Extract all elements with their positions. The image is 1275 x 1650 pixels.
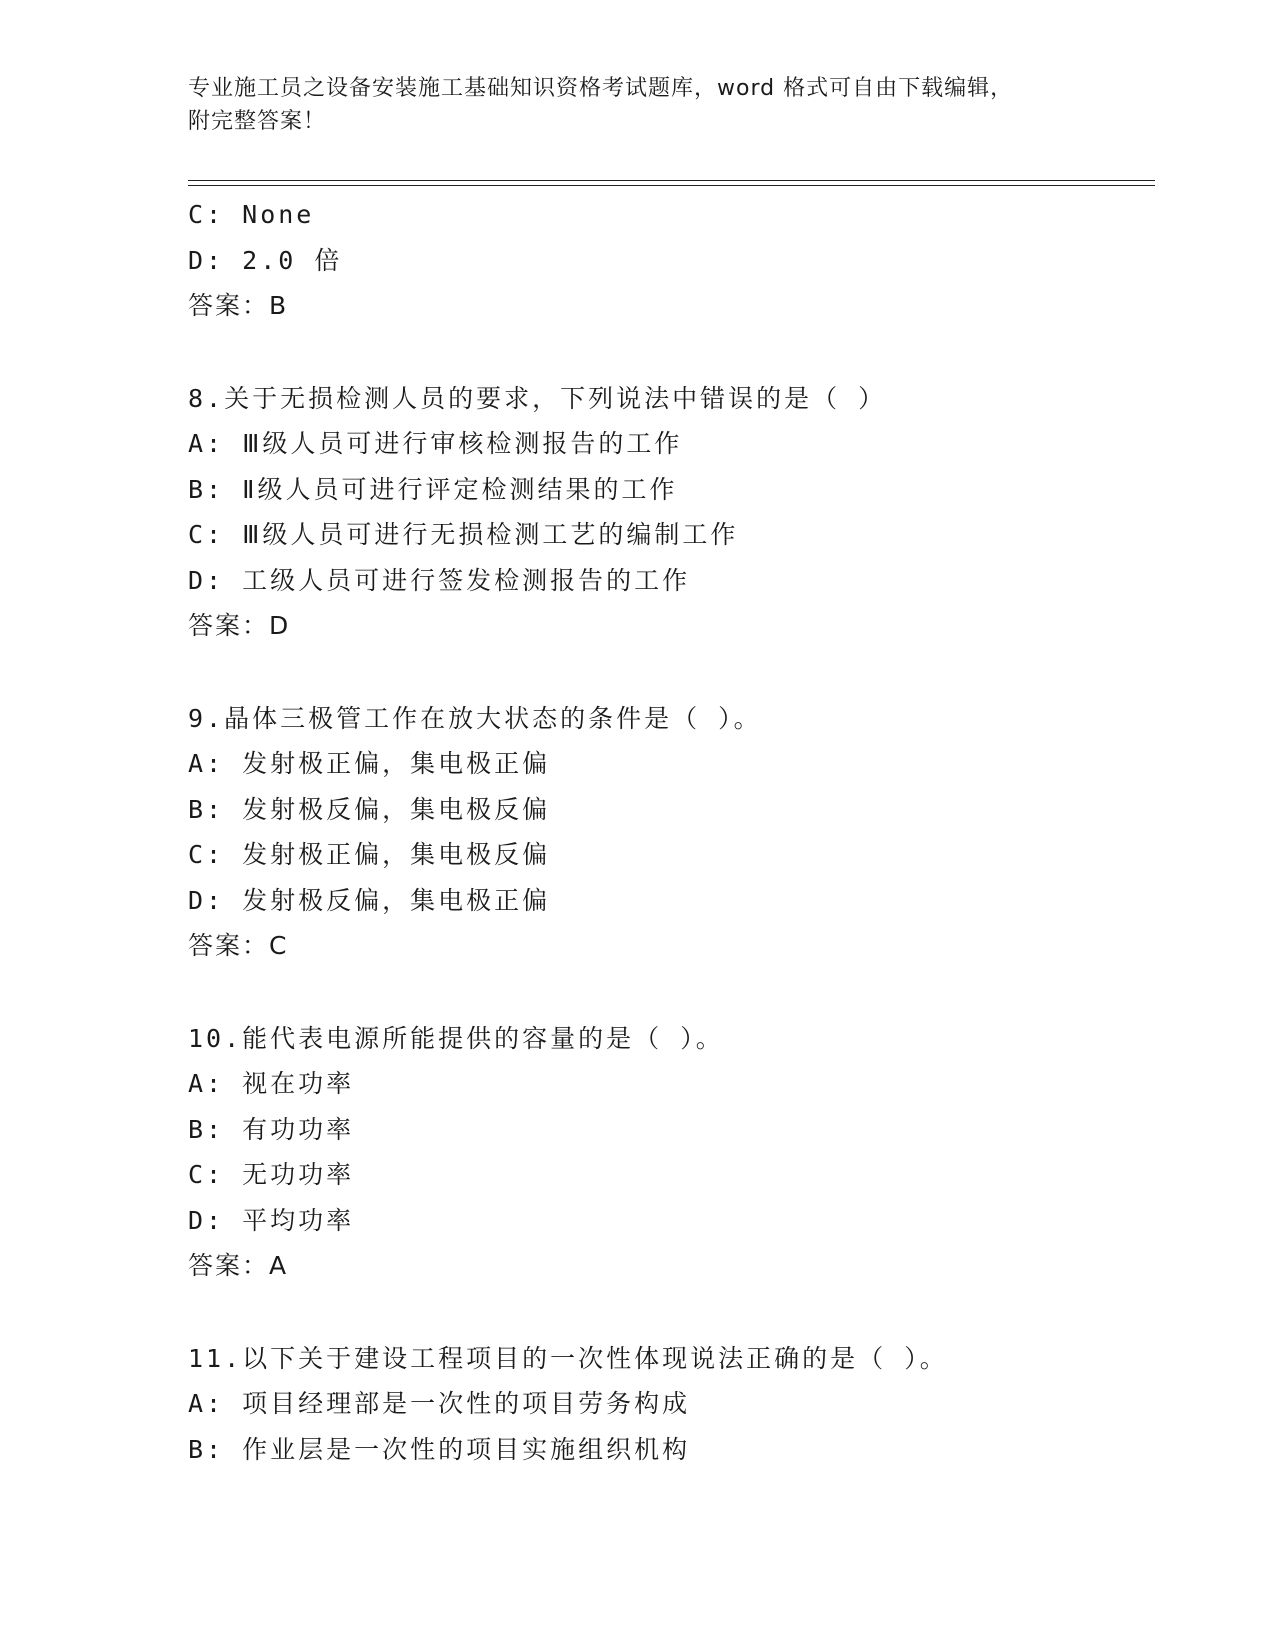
option-c: C: 无功功率 — [188, 1160, 355, 1189]
option-a: A: 项目经理部是一次性的项目劳务构成 — [188, 1389, 691, 1418]
option-c: C: Ⅲ级人员可进行无损检测工艺的编制工作 — [188, 520, 739, 549]
answer-line: 答案：B — [188, 291, 289, 320]
option-d: D: 工级人员可进行签发检测报告的工作 — [188, 565, 691, 595]
answer-line: 答案：A — [188, 1251, 289, 1280]
answer-line: 答案：C — [188, 931, 289, 960]
answer-line: 答案：D — [188, 611, 291, 640]
document-body — [188, 192, 1148, 1472]
option-b: B: 作业层是一次性的项目实施组织机构 — [188, 1434, 691, 1464]
option-d: D: 发射极反偏，集电极正偏 — [188, 885, 551, 915]
question-text: 10.能代表电源所能提供的容量的是（ ）。 — [188, 1023, 724, 1053]
question-block-prev — [188, 192, 1148, 329]
header-divider-top — [188, 180, 1155, 181]
option-d: D: 2.0 倍 — [188, 245, 343, 275]
header-line-2: 附完整答案！ — [188, 109, 327, 134]
option-a: A: Ⅲ级人员可进行审核检测报告的工作 — [188, 429, 683, 458]
header-divider-bottom — [188, 185, 1155, 186]
document-header — [188, 72, 1088, 138]
option-a: A: 视在功率 — [188, 1069, 355, 1098]
option-c: C: 发射极正偏，集电极反偏 — [188, 840, 551, 869]
question-block-9 — [188, 696, 1148, 969]
header-line-1: 专业施工员之设备安装施工基础知识资格考试题库，word 格式可自由下载编辑， — [188, 76, 1014, 101]
question-text: 9.晶体三极管工作在放大状态的条件是（ ）。 — [188, 703, 762, 733]
question-block-10 — [188, 1016, 1148, 1289]
option-b: B: Ⅱ级人员可进行评定检测结果的工作 — [188, 474, 678, 504]
option-b: B: 有功功率 — [188, 1114, 355, 1144]
question-block-8 — [188, 376, 1148, 649]
question-text: 11.以下关于建设工程项目的一次性体现说法正确的是（ ）。 — [188, 1343, 948, 1373]
option-c: C: None — [188, 200, 315, 229]
question-block-11 — [188, 1336, 1148, 1473]
option-a: A: 发射极正偏，集电极正偏 — [188, 749, 551, 778]
question-text: 8.关于无损检测人员的要求，下列说法中错误的是（ ） — [188, 383, 887, 413]
option-b: B: 发射极反偏，集电极反偏 — [188, 794, 551, 824]
option-d: D: 平均功率 — [188, 1205, 355, 1235]
